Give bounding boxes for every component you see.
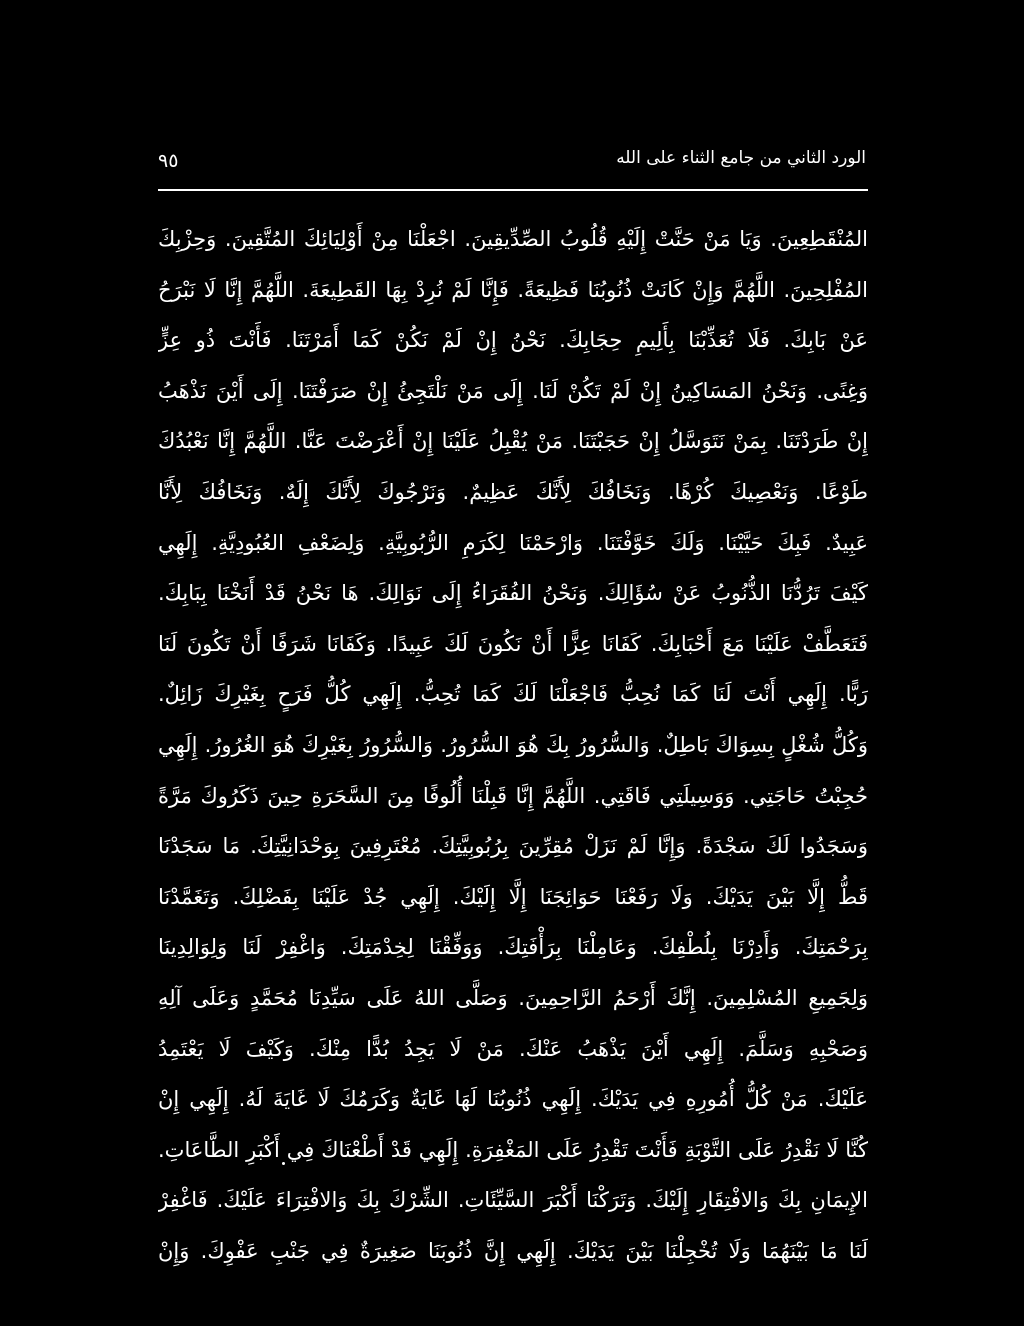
- text-line: كُنَّا لَا نَقْدِرُ عَلَى التَّوْبَةِ فَأَنْتَ تَقْدِرُ عَلَى المَغْفِرَةِ. إِلَهِي قَدْ أَطْعْنَاكَ فِي أَكْبَرِ الطَّاعَاتِ.: [158, 1137, 868, 1162]
- text-line: عَنْ بَابِكَ. فَلَا تُعَذِّبْنَا بِأَلِيمِ حِجَابِكَ. نَحْنُ إِنْ لَمْ نَكُنْ كَمَا أَمَرْتَنَا. فَأَنْتَ ذُو عِزٍّ: [158, 328, 868, 353]
- page-number: ٩٥: [158, 150, 179, 172]
- text-line: وَسَجَدُوا لَكَ سَجْدَةً. وَإِنَّا لَمْ نَزَلْ مُقِرِّينَ بِرُبُوبِيَّتِكَ. مُعْتَرِفِينَ بِوَحْدَانِيَّتِكَ. مَا سَجَدْنَا: [158, 834, 868, 859]
- text-line: وَغِنًى. وَنَحْنُ المَسَاكِينُ إِنْ لَمْ تَكُنْ لَنَا. إِلَى مَنْ نَلْتَجِئُ إِنْ صَرَفْتَنَا. إِلَى أَيْنَ نَذْهَبُ: [158, 378, 868, 403]
- text-line: وَلِجَمِيعِ المُسْلِمِينَ. إِنَّكَ أَرْحَمُ الرَّاحِمِينَ. وَصَلَّى اللهُ عَلَى سَيِّدِنَا مُحَمَّدٍ وَعَلَى آلِهِ: [158, 985, 868, 1010]
- text-line: عَبِيدٌ. فَبِكَ حَيَّيْنَا. وَلَكَ خَوَّفْتَنَا. وَارْحَمْنَا لِكَرَمِ الرُّبُوبِيَّةِ. وَلِضَعْفِ العُبُودِيَّةِ. إِلَهِي: [158, 530, 868, 555]
- text-line: المُنْقَطِعِينَ. وَيَا مَنْ حَنَّتْ إِلَيْهِ قُلُوبُ الصِّدِّيقِينَ. اجْعَلْنَا مِنْ أَوْلِيَائِكَ المُتَّقِينَ. وَحِزْبِكَ: [158, 227, 868, 251]
- text-line: طَوْعًا. وَنَعْصِيكَ كُرْهًا. وَنَخَافُكَ لِأَنَّكَ عَظِيمٌ. وَنَرْجُوكَ لِأَنَّكَ إِلَهٌ. وَنَخَافُكَ لِأَنَّا: [158, 479, 868, 504]
- scan-speck: [282, 1162, 285, 1165]
- text-line: وَكُلُّ شُغْلٍ بِسِوَاكَ بَاطِلٌ. وَالسُّرُورُ بِكَ هُوَ السُّرُورُ. وَالسُّرُورُ بِغَيْرِكَ هُوَ الغُرُورُ. إِلَهِي: [158, 732, 868, 757]
- page-header: [158, 142, 868, 190]
- text-line: فَتَعَطَّفْ عَلَيْنَا مَعَ أَحْبَابِكَ. كَفَانَا عِزًّا أَنْ نَكُونَ لَكَ عَبِيدًا. وَكَفَانَا شَرَفًا أَنْ تَكُونَ لَنَا: [158, 631, 868, 656]
- header-rule: [158, 189, 868, 191]
- text-line: قَطُّ إِلَّا بَيْنَ يَدَيْكَ. وَلَا رَفَعْنَا حَوَائِجَنَا إِلَّا إِلَيْكَ. إِلَهِي جُدْ عَلَيْنَا بِفَضْلِكَ. وَتَغَمَّدْنَا: [158, 884, 868, 909]
- text-line: المُفْلِحِينَ. اللَّهُمَّ وَإِنْ كَانَتْ ذُنُوبُنَا فَظِيعَةً. فَإِنَّا لَمْ نُرِدْ بِهَا القَطِيعَةَ. اللَّهُمَّ إِنَّا لَا نَبْرَحُ: [158, 277, 868, 302]
- text-line: كَيْفَ تَرُدُّنَا الذُّنُوبُ عَنْ سُؤَالِكَ. وَنَحْنُ الفُقَرَاءُ إِلَى نَوَالِكَ. هَا نَحْنُ قَدْ أَنَخْنَا بِبَابِكَ.: [158, 581, 868, 606]
- text-line: حُجِبْتُ حَاجَتِي. وَوَسِيلَتِي فَاقَتِي. اللَّهُمَّ إِنَّا قَبِلْنَا أُلُوفًا مِنَ السَّحَرَةِ حِينَ ذَكَرُوكَ مَرَّةً: [158, 783, 868, 808]
- text-line: وَصَحْبِهِ وَسَلَّمَ. إِلَهِي أَيْنَ يَذْهَبُ عَنْكَ. مَنْ لَا يَجِدُ بُدًّا مِنْكَ. وَكَيْفَ لَا يَعْتَمِدُ: [158, 1036, 868, 1061]
- text-line: الإِيمَانِ بِكَ وَالافْتِقَارِ إِلَيْكَ. وَتَرَكْنَا أَكْبَرَ السَّيِّئَاتِ. الشِّرْكَ بِكَ وَالافْتِرَاءَ عَلَيْكَ. فَاغْفِرْ: [158, 1188, 868, 1213]
- body-text: [158, 214, 868, 1276]
- running-title: الورد الثاني من جامع الثناء على الله: [616, 148, 866, 168]
- text-line: عَلَيْكَ. مَنْ كُلُّ أُمُورِهِ فِي يَدَيْكَ. إِلَهِي ذُنُوبُنَا لَهَا غَايَةٌ وَكَرَمُكَ لَا غَايَةَ لَهُ. إِلَهِي إِنْ: [158, 1087, 868, 1112]
- text-line: لَنَا مَا بَيْنَهُمَا وَلَا تُخْجِلْنَا بَيْنَ يَدَيْكَ. إِلَهِي إِنَّ ذُنُوبَنَا صَغِيرَةٌ فِي جَنْبِ عَفْوِكَ. وَإِنْ: [158, 1238, 868, 1263]
- text-line: بِرَحْمَتِكَ. وَأَدِرْنَا بِلُطْفِكَ. وَعَامِلْنَا بِرَأْفَتِكَ. وَوَفِّقْنَا لِخِدْمَتِكَ. وَاغْفِرْ لَنَا وَلِوَالِدِينَا: [158, 935, 868, 960]
- text-line: إِنْ طَرَدْتَنَا. بِمَنْ نَتَوَسَّلُ إِنْ حَجَبْتَنَا. مَنْ يُقْبِلُ عَلَيْنَا إِنْ أَعْرَضْتَ عَنَّا. اللَّهُمَّ إِنَّا نَعْبُدُكَ: [158, 429, 868, 454]
- text-line: رَبًّا. إِلَهِي أَنْتَ لَنَا كَمَا نُحِبُّ فَاجْعَلْنَا لَكَ كَمَا تُحِبُّ. إِلَهِي كُلُّ فَرَحٍ بِغَيْرِكَ زَائِلٌ.: [158, 682, 868, 707]
